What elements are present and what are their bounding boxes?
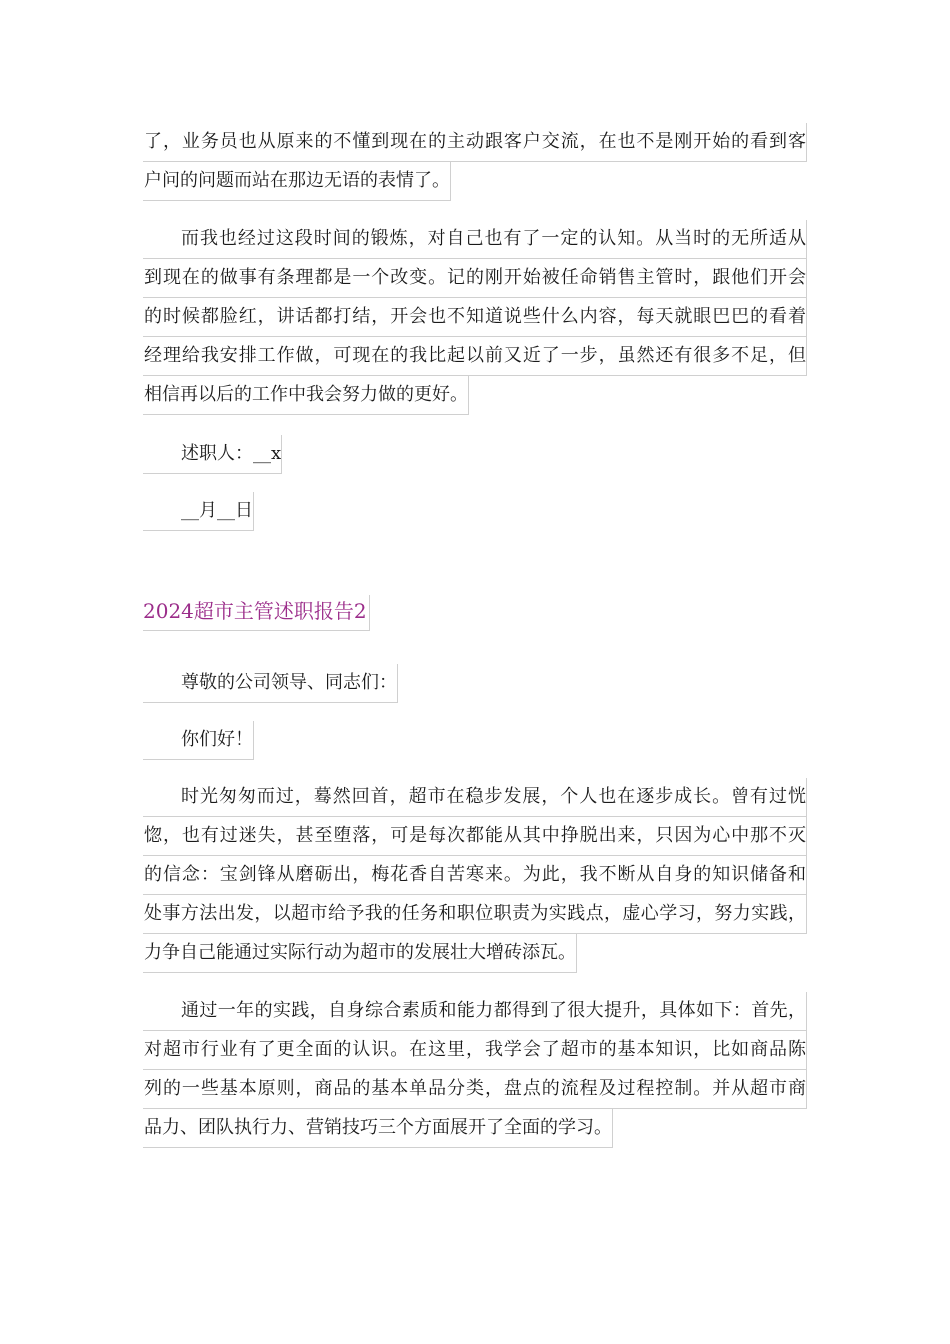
text-line: 处事方法出发，以超市给予我的任务和职位职责为实践点，虚心学习，努力实践， — [143, 895, 807, 934]
text-line: 对超市行业有了更全面的认识。在这里，我学会了超市的基本知识，比如商品陈 — [143, 1031, 807, 1070]
date-line — [143, 492, 254, 531]
text-line: 惚，也有过迷失，甚至堕落，可是每次都能从其中挣脱出来，只因为心中那不灭 — [143, 817, 807, 856]
date-text: __月__日 — [143, 492, 254, 531]
text-line: 经理给我安排工作做，可现在的我比起以前又近了一步，虽然还有很多不足，但 — [143, 337, 807, 376]
signer-line — [143, 435, 282, 474]
salutation-line — [143, 664, 398, 703]
text-line: 户问的问题而站在那边无语的表情了。 — [143, 162, 451, 201]
signer-text: 述职人：__x — [143, 435, 282, 474]
text-line: 力争自己能通过实际行动为超市的发展壮大增砖添瓦。 — [143, 934, 577, 973]
paragraph-continuation — [143, 123, 807, 201]
paragraph-achievements — [143, 992, 807, 1148]
greeting-line — [143, 721, 254, 760]
paragraph-reflection — [143, 778, 807, 973]
text-line: 列的一些基本原则，商品的基本单品分类，盘点的流程及过程控制。并从超市商 — [143, 1070, 807, 1109]
text-line: 的时候都脸红，讲话都打结，开会也不知道说些什么内容，每天就眼巴巴的看着 — [143, 298, 807, 337]
salutation-text: 尊敬的公司领导、同志们： — [143, 664, 398, 703]
paragraph-self-awareness — [143, 220, 807, 415]
text-line: 了，业务员也从原来的不懂到现在的主动跟客户交流，在也不是刚开始的看到客 — [143, 123, 807, 162]
greeting-text: 你们好！ — [143, 721, 254, 760]
text-line: 品力、团队执行力、营销技巧三个方面展开了全面的学习。 — [143, 1109, 613, 1148]
text-line: 时光匆匆而过，蓦然回首，超市在稳步发展，个人也在逐步成长。曾有过恍 — [143, 778, 807, 817]
section-title: 2024超市主管述职报告2 — [143, 595, 370, 631]
text-line: 而我也经过这段时间的锻炼，对自己也有了一定的认知。从当时的无所适从 — [143, 220, 807, 259]
text-line: 到现在的做事有条理都是一个改变。记的刚开始被任命销售主管时，跟他们开会 — [143, 259, 807, 298]
text-line: 相信再以后的工作中我会努力做的更好。 — [143, 376, 469, 415]
text-line: 通过一年的实践，自身综合素质和能力都得到了很大提升，具体如下：首先， — [143, 992, 807, 1031]
text-line: 的信念：宝剑锋从磨砺出，梅花香自苦寒来。为此，我不断从自身的知识储备和 — [143, 856, 807, 895]
